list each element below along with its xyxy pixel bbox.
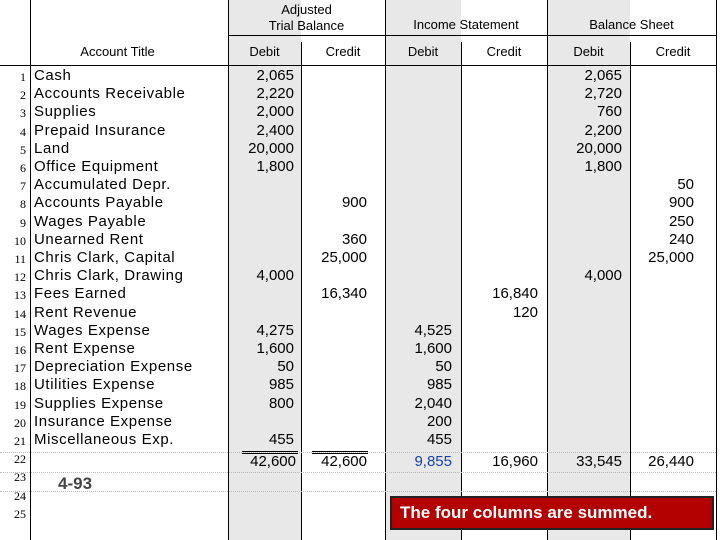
row-number: 4 (20, 124, 26, 139)
cell-is-debit: 200 (426, 412, 452, 430)
divider-rownum (30, 0, 31, 540)
header-is-debit: Debit (407, 44, 439, 59)
total-is-debit: 9,855 (414, 453, 452, 470)
cell-is-debit: 985 (426, 376, 452, 394)
row-number: 25 (14, 506, 26, 521)
cell-atb-credit: 25,000 (321, 249, 367, 266)
row-rule-24 (0, 491, 716, 493)
cell-atb-debit: 4,275 (256, 321, 294, 339)
cell-bs-debit: 2,065 (584, 67, 622, 84)
divider-right-edge (716, 0, 717, 540)
account-title: Supplies (34, 103, 97, 121)
cell-atb-credit: 900 (341, 194, 367, 212)
cell-atb-debit: 4,000 (256, 267, 294, 285)
row-number: 9 (20, 215, 26, 230)
row-number: 10 (14, 233, 26, 248)
header-balance-sheet: Balance Sheet (589, 17, 674, 32)
cell-bs-debit: 2,200 (584, 121, 622, 139)
account-title: Depreciation Expense (34, 358, 193, 376)
header-atb-debit: Debit (249, 44, 280, 59)
cell-atb-debit: 20,000 (248, 139, 294, 157)
cell-is-debit: 1,600 (414, 340, 452, 357)
header-account-title: Account Title (80, 44, 155, 59)
header-is-credit: Credit (486, 44, 522, 59)
row-rule-23 (0, 472, 716, 474)
cell-bs-credit: 250 (668, 212, 694, 230)
cell-atb-credit: 16,340 (321, 285, 367, 303)
account-title: Wages Expense (34, 321, 151, 339)
account-title: Chris Clark, Drawing (34, 267, 184, 285)
account-title: Insurance Expense (34, 412, 173, 430)
account-title: Accounts Receivable (34, 85, 186, 103)
callout-box: The four columns are summed. (390, 496, 714, 530)
cell-atb-debit: 1,800 (256, 158, 294, 175)
cell-is-debit: 2,040 (414, 394, 452, 412)
account-title: Rent Expense (34, 340, 136, 357)
row-number: 3 (20, 106, 26, 121)
cell-atb-debit: 2,400 (256, 121, 294, 139)
header-income-statement: Income Statement (413, 17, 519, 32)
account-title: Accumulated Depr. (34, 176, 171, 194)
cell-bs-debit: 2,720 (584, 85, 622, 103)
cell-atb-debit: 1,600 (256, 340, 294, 357)
row-number: 14 (14, 306, 26, 321)
account-title: Office Equipment (34, 158, 159, 175)
row-number: 1 (20, 70, 26, 84)
header-bs-debit: Debit (573, 44, 604, 59)
row-number: 22 (14, 452, 26, 467)
row-number: 21 (14, 434, 26, 448)
row-number: 7 (20, 179, 26, 194)
row-number: 20 (14, 415, 26, 430)
account-title: Miscellaneous Exp. (34, 431, 175, 448)
account-title: Supplies Expense (34, 394, 164, 412)
cell-bs-credit: 50 (677, 176, 694, 194)
cell-is-debit: 455 (426, 431, 452, 448)
total-is-credit: 16,960 (492, 453, 538, 470)
cell-bs-debit: 4,000 (584, 267, 622, 285)
cell-bs-debit: 1,800 (584, 158, 622, 175)
account-title: Cash (34, 67, 72, 84)
total-atb-debit: 42,600 (250, 453, 296, 470)
cell-is-debit: 4,525 (414, 321, 452, 339)
account-title: Prepaid Insurance (34, 121, 166, 139)
row-number: 16 (14, 343, 26, 357)
row-number: 17 (14, 361, 26, 376)
account-title: Land (34, 139, 70, 157)
header-rule-bottom (0, 65, 716, 66)
account-title: Wages Payable (34, 212, 147, 230)
row-number: 12 (14, 270, 26, 285)
cell-bs-debit: 760 (596, 103, 622, 121)
account-title: Fees Earned (34, 285, 127, 303)
row-number: 23 (14, 470, 26, 485)
cell-atb-debit: 50 (277, 358, 294, 376)
total-bs-debit: 33,545 (576, 453, 622, 470)
account-title: Unearned Rent (34, 230, 144, 248)
row-number: 2 (20, 88, 26, 103)
row-number: 13 (14, 288, 26, 303)
total-bs-credit: 26,440 (648, 453, 694, 470)
cell-is-debit: 50 (435, 358, 452, 376)
cell-atb-debit: 985 (268, 376, 294, 394)
header-adjusted-trial-balance: Adjusted Trial Balance (268, 2, 345, 33)
cell-atb-credit: 360 (341, 230, 367, 248)
total-atb-credit: 42,600 (321, 453, 367, 470)
row-number: 19 (14, 397, 26, 412)
cell-atb-debit: 2,220 (256, 85, 294, 103)
row-number: 5 (20, 142, 26, 157)
account-title: Chris Clark, Capital (34, 249, 176, 266)
cell-is-credit: 120 (512, 303, 538, 321)
row-number: 15 (14, 324, 26, 339)
cell-bs-debit: 20,000 (576, 139, 622, 157)
row-number: 24 (14, 488, 26, 503)
row-number: 6 (20, 161, 26, 175)
slide-number: 4-93 (58, 474, 93, 493)
header-bs-credit: Credit (655, 44, 691, 59)
cell-bs-credit: 900 (668, 194, 694, 212)
cell-bs-credit: 25,000 (648, 249, 694, 266)
row-number: 11 (14, 252, 26, 266)
cell-bs-credit: 240 (668, 230, 694, 248)
cell-atb-debit: 455 (268, 431, 294, 448)
cell-atb-debit: 800 (268, 394, 294, 412)
header-atb-credit: Credit (325, 44, 361, 59)
cell-atb-debit: 2,000 (256, 103, 294, 121)
cell-is-credit: 16,840 (492, 285, 538, 303)
cell-atb-debit: 2,065 (256, 67, 294, 84)
account-title: Rent Revenue (34, 303, 138, 321)
account-title: Utilities Expense (34, 376, 156, 394)
row-number: 18 (14, 379, 26, 394)
account-title: Accounts Payable (34, 194, 164, 212)
row-number: 8 (20, 197, 26, 212)
header-rule-top (228, 35, 716, 36)
